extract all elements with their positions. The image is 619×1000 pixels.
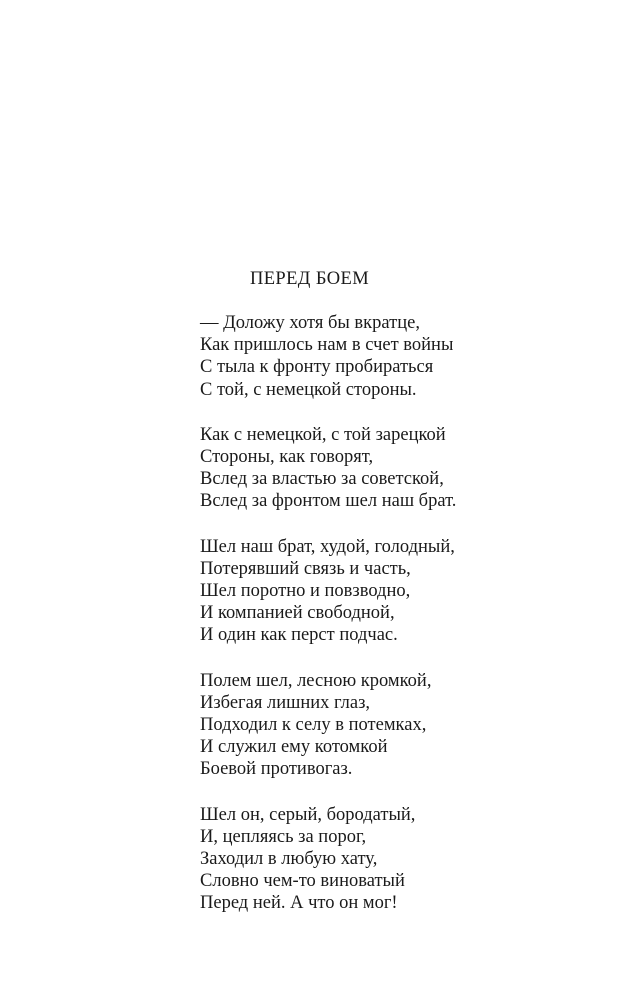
poem-line: Как с немецкой, с той зарецкой <box>200 424 446 445</box>
poem-line: И компанией свободной, <box>200 603 395 624</box>
poem-body <box>200 312 600 938</box>
poem-line: И служил ему котомкой <box>200 737 388 758</box>
stanza <box>200 670 600 781</box>
poem-line: Шел поротно и повзводно, <box>200 581 411 602</box>
poem-line: Шел он, серый, бородатый, <box>200 804 416 825</box>
stanza <box>200 312 600 401</box>
stanza <box>200 424 600 513</box>
poem-line: — Доложу хотя бы вкратце, <box>200 313 420 333</box>
poem-line: Подходил к селу в потемках, <box>200 715 427 736</box>
poem-line: Заходил в любую хату, <box>200 849 378 870</box>
poem-line: Вслед за властью за советской, <box>200 469 444 490</box>
poem-line: Боевой противогаз. <box>200 759 353 780</box>
poem-line: Стороны, как говорят, <box>200 447 374 468</box>
poem-line: Перед ней. А что он мог! <box>200 893 398 914</box>
poem-title: ПЕРЕД БОЕМ <box>249 269 370 289</box>
poem-line: Как пришлось нам в счет войны <box>200 335 454 356</box>
poem-line: Потерявший связь и часть, <box>200 558 411 579</box>
poem-line: Словно чем-то виноватый <box>200 871 405 892</box>
poem-line: С той, с немецкой стороны. <box>200 379 417 400</box>
poem-line: Полем шел, лесною кромкой, <box>200 670 432 691</box>
stanza <box>200 804 600 915</box>
poem-line: И, цепляясь за порог, <box>200 826 367 847</box>
poem-line: Избегая лишних глаз, <box>200 692 371 713</box>
poem-line: Шел наш брат, худой, голодный, <box>200 536 455 557</box>
poem-line: Вслед за фронтом шел наш брат. <box>200 491 457 512</box>
stanza <box>200 536 600 647</box>
poem-line: И один как перст подчас. <box>200 625 398 646</box>
poem-line: С тыла к фронту пробираться <box>200 357 434 378</box>
